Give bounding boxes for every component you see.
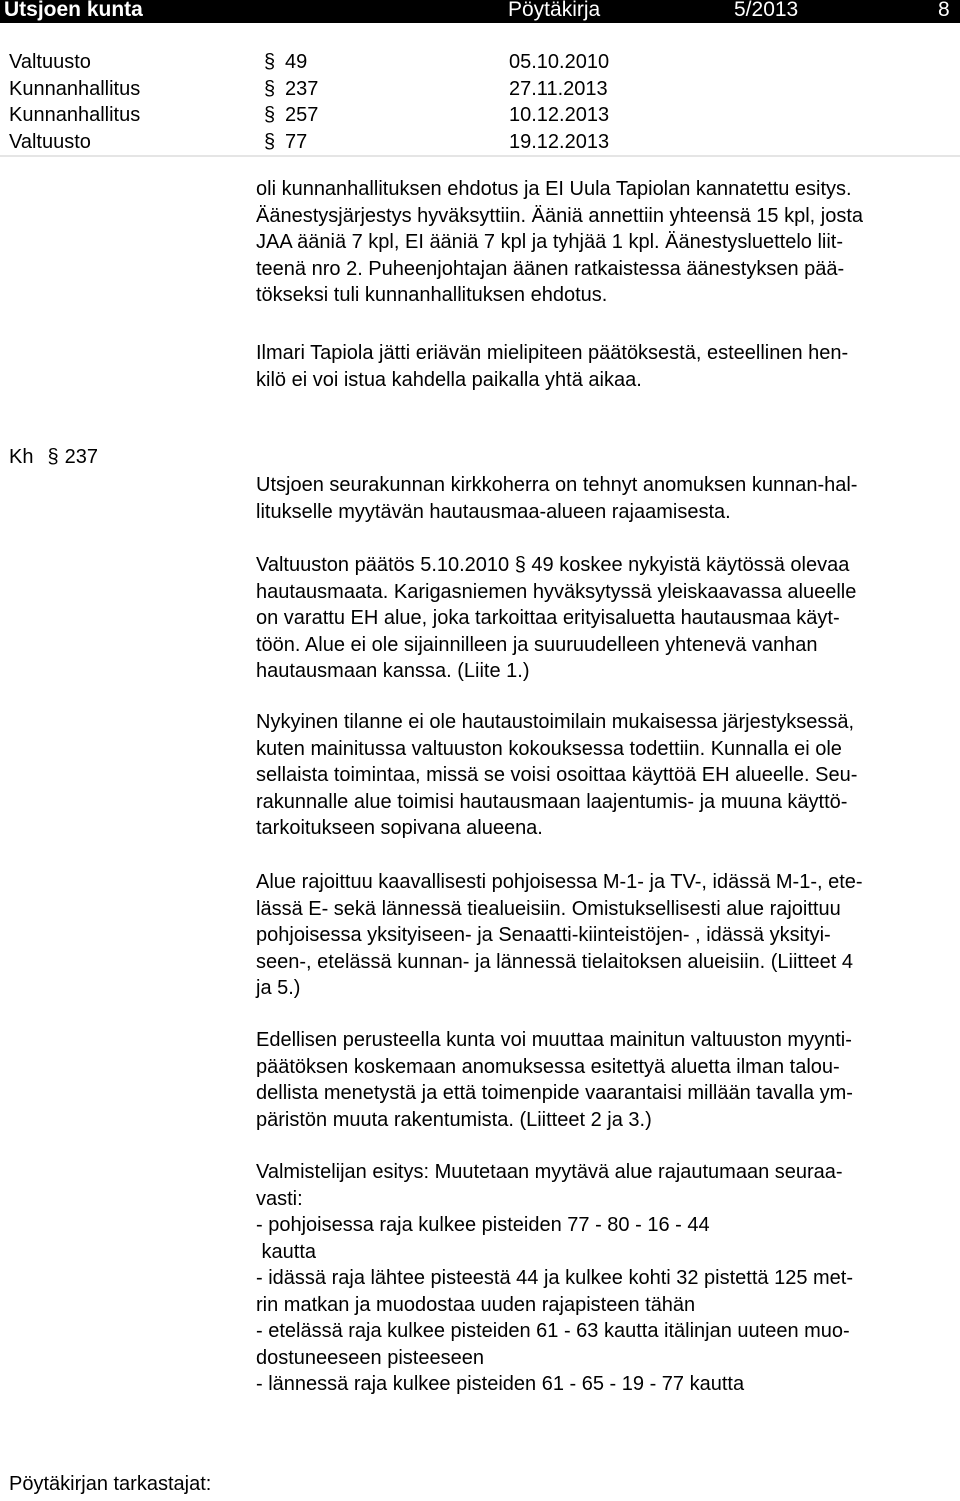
reference-body: Valtuusto xyxy=(9,51,91,73)
conclusion-paragraph xyxy=(256,1027,956,1133)
voting-paragraph xyxy=(256,176,956,309)
reference-number: 49 xyxy=(285,51,308,73)
text-line: - pohjoisessa raja kulkee pisteiden 77 - 80 - 16 - 44 xyxy=(256,1214,710,1236)
reference-body: Kunnanhallitus xyxy=(9,104,141,126)
zoning-paragraph xyxy=(256,869,956,1002)
text-line: hautausmaan kanssa. (Liite 1.) xyxy=(256,660,530,682)
text-line: - idässä raja lähtee pisteestä 44 ja kulkee kohti 32 pistettä 125 met- xyxy=(256,1267,854,1289)
text-line: on varattu EH alue, joka tarkoittaa erityisaluetta hautausmaa käyt- xyxy=(256,607,840,629)
text-line: seen-, etelässä kunnan- ja lännessä tielaitoksen alueisiin. (Liitteet 4 xyxy=(256,950,854,973)
reference-number: 237 xyxy=(285,77,319,100)
current-situation-paragraph xyxy=(256,709,956,842)
text-line: päristön muuta rakentumista. (Liitteet 2 ja 3.) xyxy=(256,1108,652,1131)
section-sign: § xyxy=(264,104,276,126)
text-line: dellista menetystä ja että toimenpide vaarantaisi millään tavalla ym- xyxy=(256,1082,853,1104)
text-line: vasti: xyxy=(256,1187,303,1210)
text-line: - etelässä raja kulkee pisteiden 61 - 63 kautta itälinjan uuteen muo- xyxy=(256,1320,850,1342)
text-line: Äänestysjärjestys hyväksyttiin. Ääniä annettiin yhteensä 15 kpl, josta xyxy=(256,204,863,227)
document-header xyxy=(0,0,960,23)
reference-date: 10.12.2013 xyxy=(509,104,610,126)
footer-inspectors: Pöytäkirjan tarkastajat: xyxy=(9,1473,212,1495)
text-line: päätöksen koskemaan anomuksessa esitettyä aluetta ilman talou- xyxy=(256,1055,840,1078)
text-line: JAA ääniä 7 kpl, EI ääniä 7 kpl ja tyhjää 1 kpl. Äänestysluettelo liit- xyxy=(256,231,844,253)
text-line: oli kunnanhallituksen ehdotus ja EI Uula Tapiolan kannatettu esitys. xyxy=(256,178,852,200)
agenda-item-label xyxy=(9,444,98,471)
text-line: litukselle myytävän hautausmaa-alueen rajaamisesta. xyxy=(256,500,731,523)
text-line xyxy=(256,552,956,579)
text-line: dostuneeseen pisteeseen xyxy=(256,1346,484,1369)
proposal-paragraph xyxy=(256,1159,956,1398)
text-line: rin matkan ja muodostaa uuden rajapisteen tähän xyxy=(256,1293,696,1316)
text-line: teenä nro 2. Puheenjohtajan äänen ratkaistessa äänestyksen pää- xyxy=(256,257,845,280)
dissent-paragraph xyxy=(256,340,956,393)
text-line: tarkoitukseen sopivana alueena. xyxy=(256,817,543,839)
text-line: lässä E- sekä lännessä tiealueisiin. Omistuksellisesti alue rajoittuu xyxy=(256,897,841,920)
text-line: hautausmaata. Karigasniemen hyväksytyssä yleiskaavassa alueelle xyxy=(256,580,857,603)
reference-date: 05.10.2010 xyxy=(509,51,610,73)
text-fragment: 49 koskee nykyistä käytössä olevaa xyxy=(525,554,850,576)
divider xyxy=(0,155,960,157)
text-line: kilö ei voi istua kahdella paikalla yhtä aikaa. xyxy=(256,368,642,391)
text-fragment: Valtuuston päätös 5.10.2010 xyxy=(256,554,515,576)
document-type: Pöytäkirja xyxy=(508,0,601,21)
kh-label: Kh xyxy=(9,446,34,468)
page-number: 8 xyxy=(938,0,950,21)
council-decision-paragraph xyxy=(256,552,956,685)
text-line: rakunnalle alue toimisi hautausmaan laajentumis- ja muuna käyttö- xyxy=(256,790,848,813)
document-number: 5/2013 xyxy=(734,0,799,21)
text-line: ja 5.) xyxy=(256,977,301,999)
reference-date: 27.11.2013 xyxy=(509,77,608,100)
text-line: Nykyinen tilanne ei ole hautaustoimilain mukaisessa järjestyksessä, xyxy=(256,711,855,733)
text-line: pohjoisessa yksityiseen- ja Senaatti-kiinteistöjen- , idässä yksityi- xyxy=(256,924,831,946)
text-line: sellaista toimintaa, missä se voisi osoittaa käyttöä EH alueelle. Seu- xyxy=(256,764,858,786)
municipality-name: Utsjoen kunta xyxy=(4,0,143,21)
text-line: Alue rajoittuu kaavallisesti pohjoisessa M-1- ja TV-, idässä M-1-, ete- xyxy=(256,871,863,893)
section-sign: § xyxy=(264,77,276,100)
reference-body: Valtuusto xyxy=(9,130,91,153)
reference-number: 257 xyxy=(285,104,319,126)
text-line: töön. Alue ei ole sijainnilleen ja suuruudelleen yhtenevä vanhan xyxy=(256,633,818,656)
section-sign: § xyxy=(264,130,276,153)
section-sign: § xyxy=(514,554,526,576)
reference-date: 19.12.2013 xyxy=(509,130,610,153)
text-line: Valmistelijan esitys: Muutetaan myytävä alue rajautumaan seuraa- xyxy=(256,1161,843,1183)
application-paragraph xyxy=(256,472,956,525)
section-sign: § xyxy=(47,446,59,468)
text-line: Utsjoen seurakunnan kirkkoherra on tehnyt anomuksen kunnan-hal- xyxy=(256,474,858,496)
text-line: Edellisen perusteella kunta voi muuttaa mainitun valtuuston myynti- xyxy=(256,1029,852,1051)
section-sign: § xyxy=(264,51,276,73)
text-line: kautta xyxy=(256,1240,317,1263)
text-line: tökseksi tuli kunnanhallituksen ehdotus. xyxy=(256,284,608,306)
kh-number: 237 xyxy=(64,446,98,468)
text-line: Ilmari Tapiola jätti eriävän mielipiteen päätöksestä, esteellinen hen- xyxy=(256,342,849,364)
text-line: kuten mainitussa valtuuston kokouksessa todettiin. Kunnalla ei ole xyxy=(256,737,842,760)
reference-body: Kunnanhallitus xyxy=(9,77,141,100)
reference-number: 77 xyxy=(285,130,308,153)
text-line: - lännessä raja kulkee pisteiden 61 - 65 - 19 - 77 kautta xyxy=(256,1373,745,1395)
